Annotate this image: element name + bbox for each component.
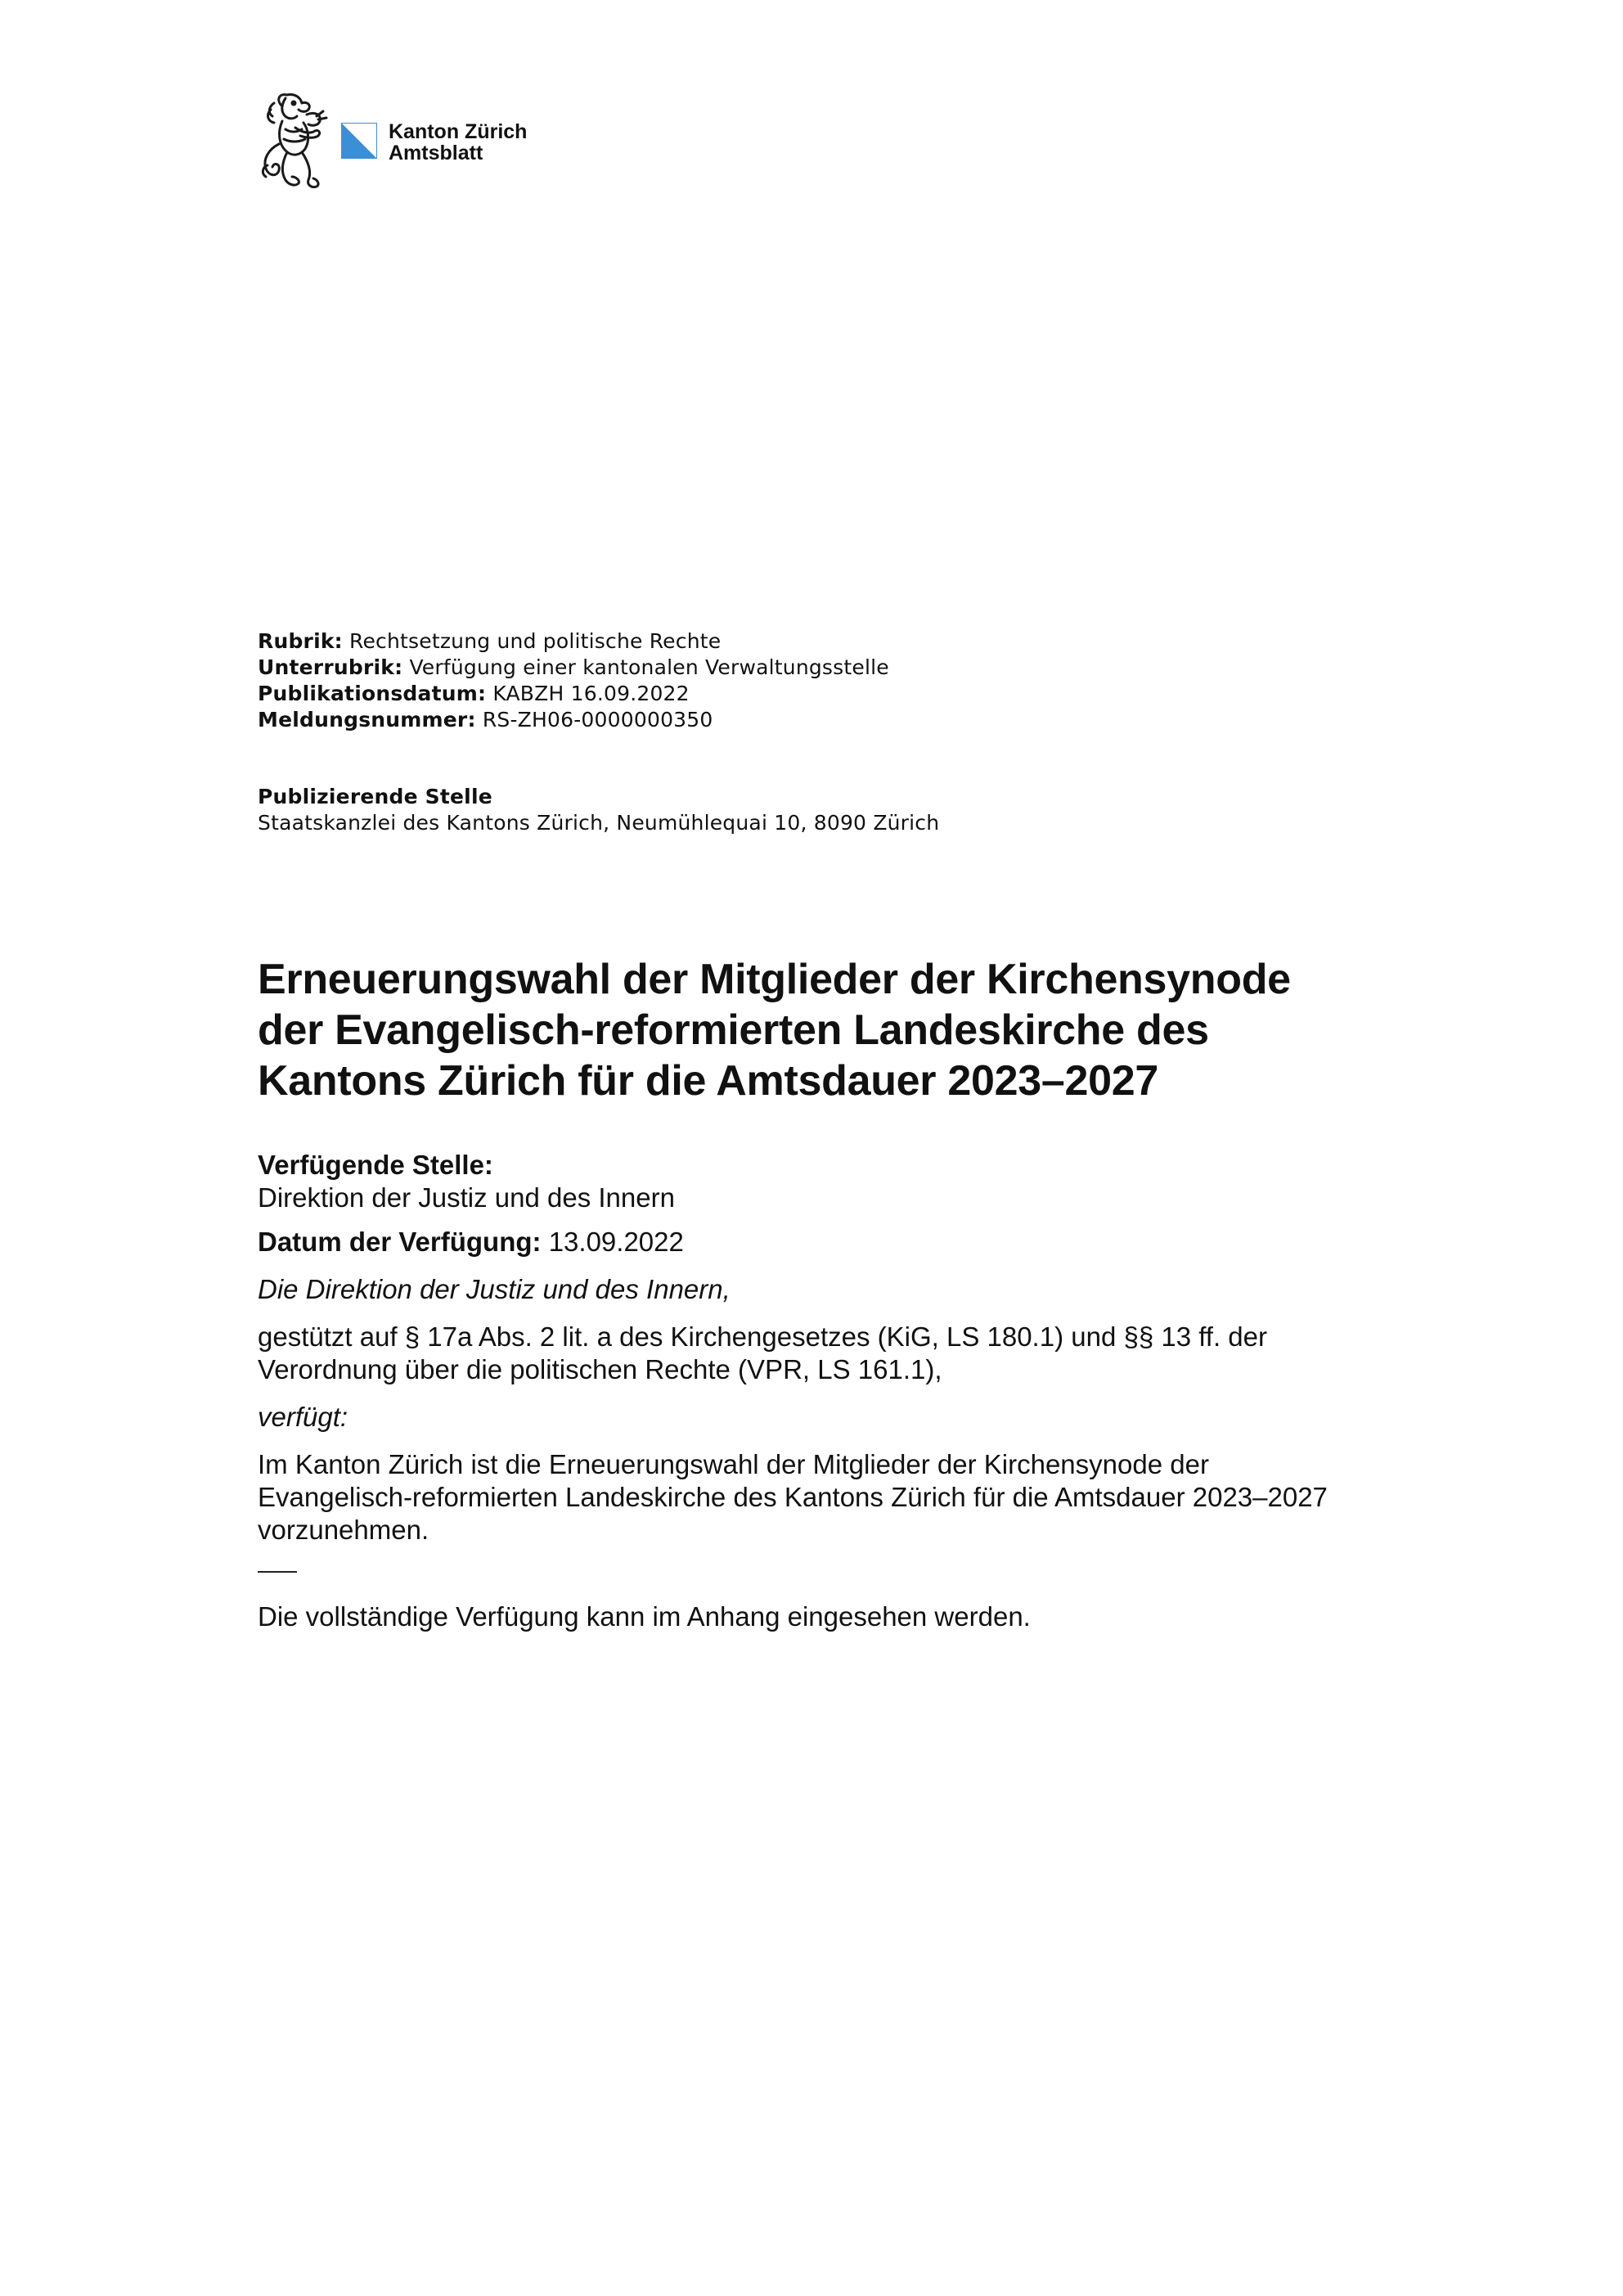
meta-unterrubrik-value: Verfügung einer kantonalen Verwaltungsstelle <box>409 655 889 679</box>
datum-value: 13.09.2022 <box>548 1227 684 1257</box>
meta-publikationsdatum-value: KABZH 16.09.2022 <box>492 682 690 705</box>
meta-unterrubrik <box>258 655 889 681</box>
publisher-address: Staatskanzlei des Kantons Zürich, Neumühlequai 10, 8090 Zürich <box>258 811 940 835</box>
meta-unterrubrik-label: Unterrubrik: <box>258 655 403 679</box>
meta-meldungsnummer-value: RS-ZH06-0000000350 <box>482 708 713 732</box>
publisher-block <box>258 784 939 836</box>
publisher-heading: Publizierende Stelle <box>258 785 492 808</box>
title-line-2: der Evangelisch-reformierten Landeskirche des <box>258 1006 1209 1054</box>
decision-line-1: Im Kanton Zürich ist die Erneuerungswahl der Mitglieder der Kirchensynode der <box>258 1449 1209 1479</box>
verfuegende-stelle-label: Verfügende Stelle: <box>258 1150 493 1180</box>
zurich-lion-icon <box>258 92 333 193</box>
title-line-3: Kantons Zürich für die Amtsdauer 2023–2027 <box>258 1057 1158 1105</box>
verfuegende-stelle-value: Direktion der Justiz und des Innern <box>258 1182 675 1213</box>
meta-rubrik-label: Rubrik: <box>258 629 343 653</box>
header-logo <box>258 92 527 193</box>
meta-rubrik-value: Rechtsetzung und politische Rechte <box>349 629 722 653</box>
intro-text: Die Direktion der Justiz und des Innern, <box>258 1274 731 1304</box>
title-line-1: Erneuerungswahl der Mitglieder der Kirchensynode <box>258 956 1291 1003</box>
legal-basis-line-1: gestützt auf § 17a Abs. 2 lit. a des Kirchengesetzes (KiG, LS 180.1) und §§ 13 ff. der <box>258 1321 1267 1352</box>
divider <box>258 1571 297 1573</box>
meta-publikationsdatum <box>258 681 889 707</box>
meta-meldungsnummer <box>258 707 889 733</box>
decision-line-3: vorzunehmen. <box>258 1515 429 1545</box>
legal-basis-line-2: Verordnung über die politischen Rechte (VPR, LS 161.1), <box>258 1354 942 1384</box>
meta-block <box>258 628 889 733</box>
footer-note: Die vollständige Verfügung kann im Anhang eingesehen werden. <box>258 1601 1031 1632</box>
page-title <box>258 954 1403 1106</box>
logo-text <box>389 121 527 164</box>
logo-line-canton: Kanton Zürich <box>389 120 528 143</box>
decision-line-2: Evangelisch-reformierten Landeskirche des Kantons Zürich für die Amtsdauer 2023–2027 <box>258 1482 1328 1512</box>
logo-line-amtsblatt: Amtsblatt <box>389 142 483 164</box>
zurich-flag-icon <box>341 123 377 159</box>
meta-meldungsnummer-label: Meldungsnummer: <box>258 708 476 732</box>
meta-rubrik <box>258 628 889 655</box>
meta-publikationsdatum-label: Publikationsdatum: <box>258 682 487 705</box>
document-body <box>258 1149 1403 1633</box>
datum-label: Datum der Verfügung: <box>258 1227 542 1257</box>
verfuegt-text: verfügt: <box>258 1402 348 1432</box>
datum-der-verfuegung <box>258 1226 1403 1258</box>
